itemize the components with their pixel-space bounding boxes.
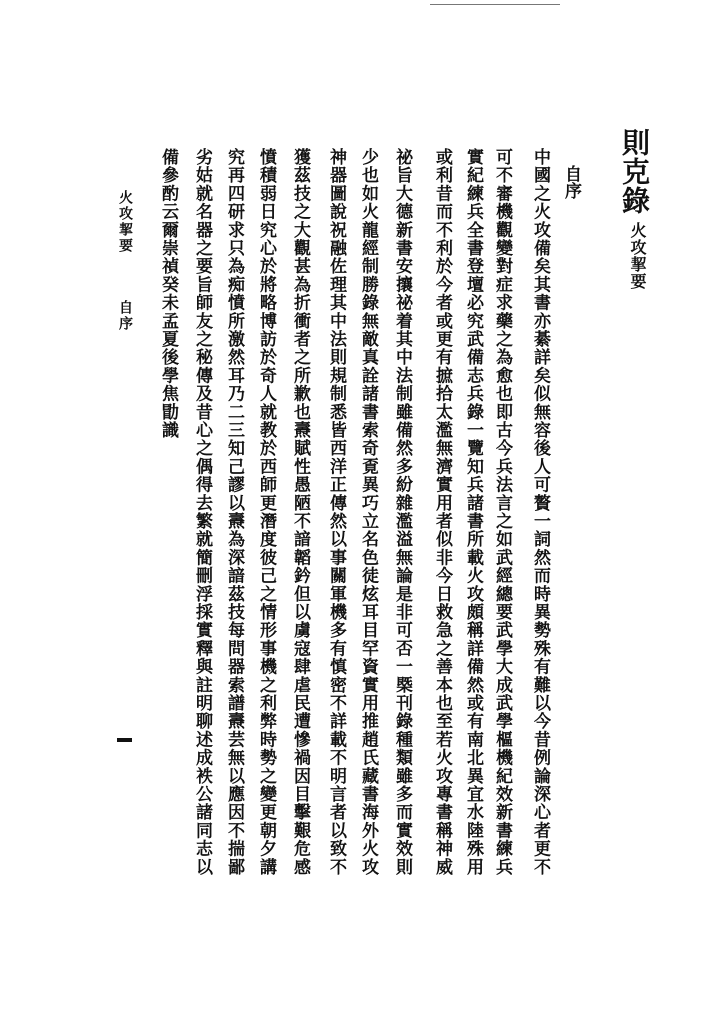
- text-column-8: 獲茲技之大觀甚為折衝者之所歉也燾賦性愚陋不諳韜鈐但以虜寇肆虐民遭慘禍因目擊艱危感: [290, 148, 310, 876]
- page-number: [117, 738, 132, 742]
- text-column-11: 劣姑就名器之要旨師友之秘傳及昔心之偶得去繁就簡刪浮採實釋與註明聊述成袟公諸同志以: [192, 148, 212, 876]
- text-column-2: 可不審機觀變對症求藥之為愈也即古今兵法言之如武經總要武學大成武學樞機紀效新書練兵: [492, 148, 512, 876]
- book-subtitle: 火攻挈要: [628, 222, 647, 290]
- text-column-1: 中國之火攻備矣其書亦綦詳矣似無容後人可贅一詞然而時異勢殊有難以今昔例論深心者更不: [530, 148, 550, 876]
- text-column-9: 憤積弱日究心於將略博訪於奇人就教於西師更潛度彼己之情形事機之利弊時勢之變更朝夕講: [256, 148, 276, 876]
- scan-edge-line: [430, 4, 560, 5]
- text-column-5: 祕旨大德新書安攘祕着其中法制雖備然多紛雜濫溢無論是非可否一槩刊錄種類雖多而實效則: [392, 148, 412, 876]
- text-column-7: 神器圖說祝融佐理其中法則規制悉皆西洋正傳然以事關軍機多有慎密不詳載不明言者以致不: [326, 148, 346, 876]
- text-column-12: 備參酌云爾崇禎癸未孟夏後學焦勖識: [158, 148, 178, 440]
- section-heading: 自序: [561, 165, 581, 199]
- footer-section: 自序: [117, 300, 133, 332]
- text-column-4: 或利昔而不利於今者或更有摭拾太濫無濟實用者似非今日救急之善本也至若火攻專書稱神威: [432, 148, 452, 876]
- text-column-6: 少也如火龍經制勝錄無敵真詮諸書索奇覔異巧立名色徒炫耳目罕資實用推趙氏藏書海外火攻: [358, 148, 378, 876]
- book-title: 則克錄: [618, 128, 651, 215]
- text-column-3: 實紀練兵全書登壇必究武備志兵錄一覽知兵諸書所載火攻頗稱詳備然或有南北異宜水陸殊用: [463, 148, 483, 876]
- text-column-10: 究再四研求只為痴憤所激然耳乃二三知己謬以燾為深諳茲技每問器索譜燾芸無以應因不揣鄙: [224, 148, 244, 876]
- footer-book-title: 火攻挈要: [117, 190, 133, 254]
